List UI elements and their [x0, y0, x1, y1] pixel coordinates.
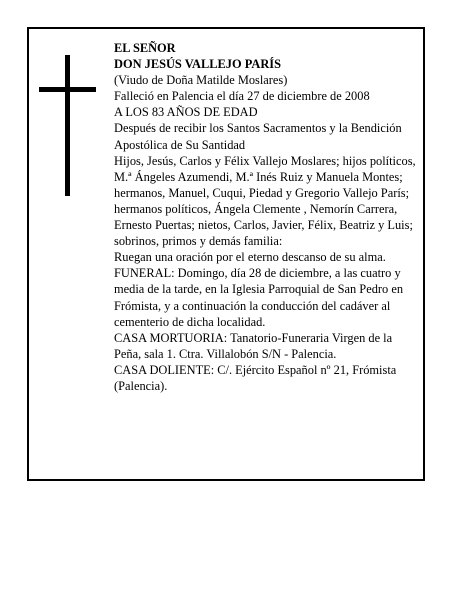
age-at-death: A LOS 83 AÑOS DE EDAD — [114, 105, 258, 120]
mortuary-details: CASA MORTUORIA: Tanatorio-Funeraria Virgen de la Peña, sala 1. Ctra. Villalobón S/N - Palencia. — [114, 330, 393, 361]
title-honorific: EL SEÑOR — [114, 41, 176, 55]
obituary-text — [114, 40, 416, 394]
family-list: Hijos, Jesús, Carlos y Félix Vallejo Moslares; hijos políticos, M.ª Ángeles Azumendi, M.ª Inés Ruiz y Manuela Montes; hermanos, Manuel, Cuqui, Piedad y Gregorio Vallejo París; hermanos políticos, Ángela Clemente , Nemorín Carrera, Ernesto Puertas; nietos, Carlos, Javier, Félix, Beatriz y Luis; sobrinos, primos y demás familia: — [114, 153, 416, 249]
cross-vertical-bar — [65, 55, 70, 196]
widower-note: (Viudo de Doña Matilde Moslares) — [114, 73, 288, 88]
cross-horizontal-bar — [39, 87, 96, 92]
sacraments-note: Después de recibir los Santos Sacramentos y la Bendición Apostólica de Su Santidad — [114, 121, 402, 152]
death-date: Falleció en Palencia el día 27 de diciembre de 2008 — [114, 89, 370, 104]
mourning-home-details: CASA DOLIENTE: C/. Ejército Español nº 21, Frómista (Palencia). — [114, 362, 397, 393]
prayer-request: Ruegan una oración por el eterno descanso de su alma. — [114, 250, 386, 265]
deceased-name: DON JESÚS VALLEJO PARÍS — [114, 57, 281, 72]
funeral-details: FUNERAL: Domingo, día 28 de diciembre, a las cuatro y media de la tarde, en la Iglesia Parroquial de San Pedro en Frómista, y a continuación la conducción del cadáver al cementerio de dicha localidad. — [114, 266, 404, 329]
